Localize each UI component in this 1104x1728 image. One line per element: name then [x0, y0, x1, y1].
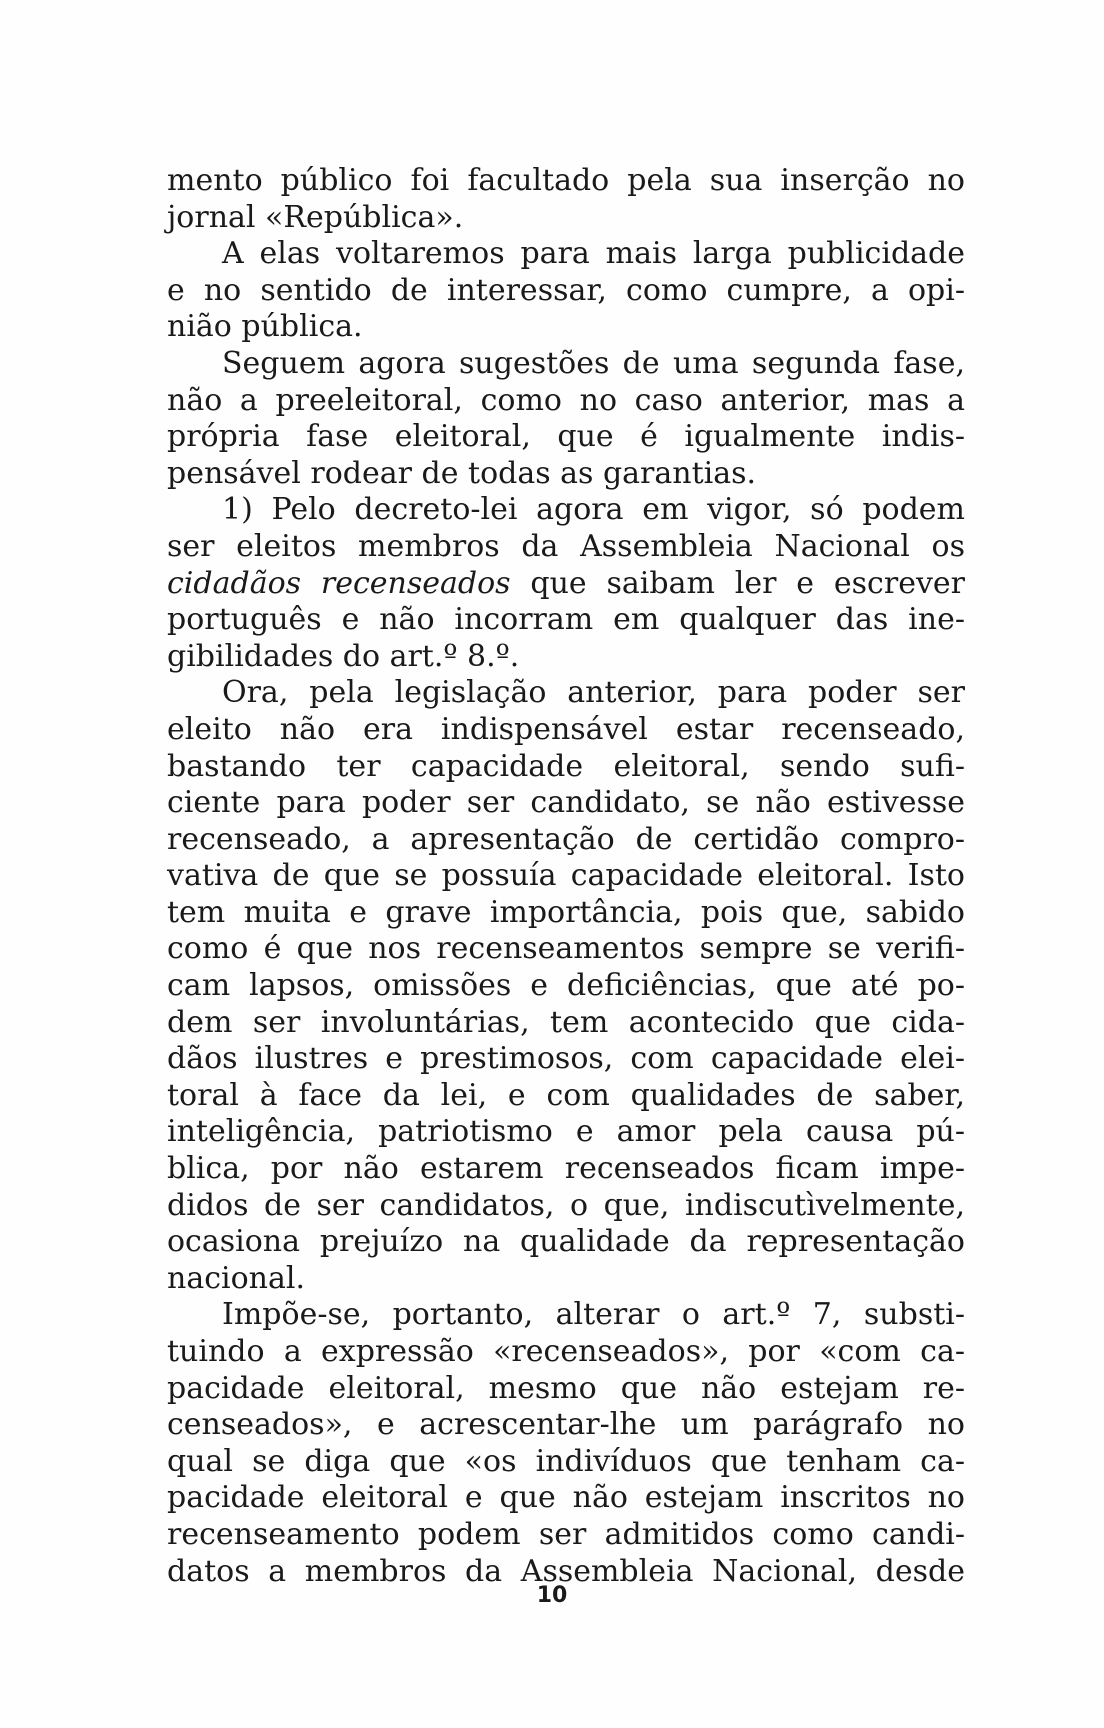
text-line: didos de ser candidatos, o que, indiscutìvelmente, — [167, 1187, 965, 1223]
text-line: ser eleitos membros da Assembleia Nacional os — [167, 528, 965, 564]
text-line: ocasiona prejuízo na qualidade da representação — [167, 1224, 965, 1260]
text-line: e no sentido de interessar, como cumpre, a opi- — [167, 272, 965, 308]
text-line: vativa de que se possuía capacidade eleitoral. Isto — [167, 858, 965, 894]
text-line: dãos ilustres e prestimosos, com capacidade elei- — [167, 1041, 965, 1077]
text-line: Impõe-se, portanto, alterar o art.º 7, substi- — [222, 1297, 965, 1333]
text-line: pacidade eleitoral, mesmo que não estejam re- — [167, 1370, 965, 1406]
text-line: português e não incorram em qualquer das ine- — [167, 602, 965, 638]
body-text — [167, 163, 965, 1590]
text-line: dem ser involuntárias, tem acontecido que cida- — [167, 1004, 965, 1040]
text-line: como é que nos recenseamentos sempre se verifi- — [167, 931, 965, 967]
paragraph — [167, 492, 965, 675]
text-line: cidadãos recenseados que saibam ler e escrever — [167, 565, 965, 601]
text-line: inteligência, patriotismo e amor pela causa pú- — [167, 1114, 965, 1150]
text-line: pacidade eleitoral e que não estejam inscritos no — [167, 1480, 965, 1516]
text-line: bastando ter capacidade eleitoral, sendo sufi- — [167, 748, 965, 784]
text-line: pensável rodear de todas as garantias. — [167, 455, 757, 491]
emphasis-text: cidadãos recenseados — [167, 565, 511, 601]
paragraph — [167, 1297, 965, 1590]
text-line: qual se diga que «os indivíduos que tenham ca- — [167, 1443, 965, 1479]
text-line: própria fase eleitoral, que é igualmente indis- — [167, 419, 965, 455]
text-line: 1) Pelo decreto-lei agora em vigor, só podem — [222, 492, 965, 528]
text-line: recenseamento podem ser admitidos como candi- — [167, 1516, 965, 1552]
text-line: nacional. — [167, 1260, 306, 1296]
text-line: datos a membros da Assembleia Nacional, desde — [167, 1553, 965, 1589]
text-line: Seguem agora sugestões de uma segunda fase, — [222, 345, 965, 381]
paragraph — [167, 163, 965, 236]
text-line: mento público foi facultado pela sua inserção no — [167, 163, 965, 198]
text-line: A elas voltaremos para mais larga publicidade — [222, 236, 965, 272]
text-line: recenseado, a apresentação de certidão compro- — [167, 821, 965, 857]
page-number: 10 — [536, 1583, 568, 1608]
text-line: nião pública. — [167, 309, 363, 345]
text-line: tem muita e grave importância, pois que, sabido — [167, 894, 965, 930]
text-line: ciente para poder ser candidato, se não estivesse — [167, 785, 965, 821]
text-line: gibilidades do art.º 8.º. — [167, 638, 520, 674]
text-line: tuindo a expressão «recenseados», por «com ca- — [167, 1334, 965, 1369]
paragraph — [167, 346, 965, 492]
text-line: blica, por não estarem recenseados ficam impe- — [167, 1151, 965, 1187]
text-line: cam lapsos, omissões e deficiências, que até po- — [167, 968, 965, 1004]
text-line: jornal «República». — [167, 199, 464, 235]
text-line: Ora, pela legislação anterior, para poder ser — [222, 675, 965, 711]
text-line: censeados», e acrescentar-lhe um parágrafo no — [167, 1407, 965, 1443]
paragraph — [167, 675, 965, 1297]
paragraph — [167, 236, 965, 346]
text-line: eleito não era indispensável estar recenseado, — [167, 711, 965, 747]
text-line: toral à face da lei, e com qualidades de saber, — [167, 1077, 965, 1113]
text-line: não a preeleitoral, como no caso anterior, mas a — [167, 382, 965, 418]
